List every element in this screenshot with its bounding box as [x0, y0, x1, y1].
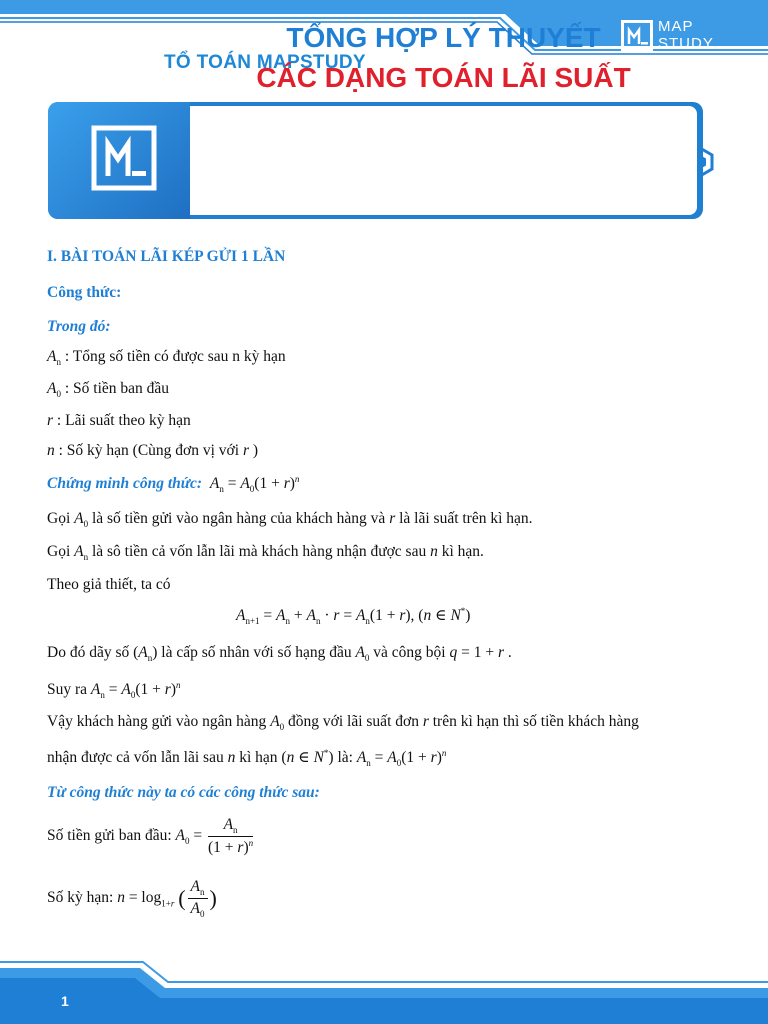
paragraph-5: Suy ra $A_n = A_0(1 + r)^n$: [47, 680, 181, 701]
fraction: $\frac{A_n}{(1 + r)^n}$: [207, 816, 254, 857]
paragraph-3: Theo giả thiết, ta có: [47, 576, 171, 593]
brand-word-1: MAP: [658, 18, 694, 35]
banner-title-line2: CÁC DẠNG TOÁN LÃI SUẤT: [256, 62, 631, 93]
where-label: Trong đó:: [47, 318, 111, 335]
section-heading: I. BÀI TOÁN LÃI KÉP GỬI 1 LẦN: [47, 248, 286, 265]
formula-num-periods: Số kỳ hạn: $n = \log_{1+r}$ ( $\frac{A_n}{A_0}$ ): [47, 878, 217, 920]
definition-n: n : Số kỳ hạn (Cùng đơn vị với r ): [47, 442, 259, 459]
recurrence-formula: $A_{n+1} = A_n + A_n \cdot r = A_n(1 + r)$, (n ∈ N*): [236, 606, 471, 627]
definition-r: r : Lãi suất theo kỳ hạn: [47, 412, 191, 429]
proof-line: Chứng minh công thức: $A_n = A_0(1 + r)^n$: [47, 474, 300, 495]
paragraph-2: Gọi $A_n$ là sô tiền cả vốn lẫn lãi mà khách hàng nhận được sau n kì hạn.: [47, 543, 484, 563]
paragraph-1: Gọi $A_0$ là số tiền gửi vào ngân hàng của khách hàng và r là lãi suất trên kì hạn.: [47, 510, 533, 530]
page-number: 1: [61, 993, 69, 1009]
definition-an: $A_n$ : Tổng số tiền có được sau n kỳ hạn: [47, 348, 286, 368]
brand-word-2: STUDY: [658, 35, 714, 52]
derived-label: Từ công thức này ta có các công thức sau:: [47, 784, 320, 801]
banner-title-line1: TỔNG HỢP LÝ THUYẾT: [286, 22, 601, 53]
banner-logo-panel: [48, 102, 190, 219]
paragraph-4: Do đó dãy số $(A_n)$ là cấp số nhân với số hạng đầu $A_0$ và công bội q = 1 + r .: [47, 644, 512, 664]
fraction: $\frac{A_n}{A_0}$: [188, 878, 208, 919]
paragraph-7: nhận được cả vốn lẫn lãi sau n kì hạn (n ∈ N*) là: $A_n = A_0(1 + r)^n$: [47, 748, 447, 769]
paragraph-6: Vậy khách hàng gửi vào ngân hàng $A_0$ đồng với lãi suất đơn r trên kì hạn thì số tiền khách hàng: [47, 713, 639, 733]
title-banner: [48, 102, 703, 219]
definition-a0: $A_0$ : Số tiền ban đầu: [47, 380, 170, 400]
header-title: TỔ TOÁN MAPSTUDY: [164, 52, 366, 73]
formula-label: Công thức:: [47, 284, 122, 301]
mapstudy-logo-icon: [48, 102, 190, 219]
banner-text-panel: [190, 106, 697, 215]
formula-initial-deposit: Số tiền gửi ban đầu: $A_0$ = $\frac{A_n}{(1 + r)^n}$: [47, 816, 254, 857]
